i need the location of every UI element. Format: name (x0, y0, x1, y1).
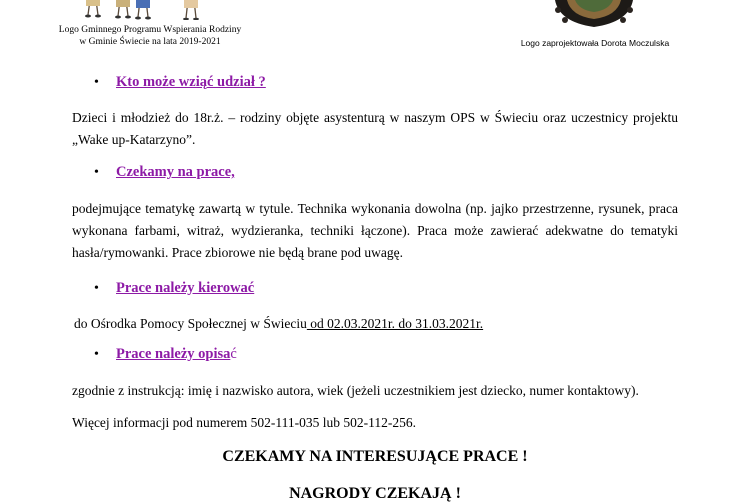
who-paragraph: Dzieci i młodzież do 18r.ż. – rodziny objęte asystenturą w naszym OPS w Świeciu oraz uczestnicy projektu „Wake up-Katarzyno”. (72, 110, 678, 147)
closing-line-2: NAGRODY CZEKAJĄ ! (289, 485, 461, 502)
bullet-icon: • (94, 347, 99, 362)
bullet-icon: • (94, 75, 99, 90)
describe-paragraph: zgodnie z instrukcją: imię i nazwisko autora, wiek (jeżeli uczestnikiem jest dziecko, numer kontaktowy). (72, 383, 639, 398)
contact-info: Więcej informacji pod numerem 502-111-035 lub 502-112-256. (72, 415, 416, 430)
closing-line-1: CZEKAMY NA INTERESUJĄCE PRACE ! (222, 448, 528, 465)
send-paragraph: do Ośrodka Pomocy Społecznej w Świeciu od 02.03.2021r. do 31.03.2021r. (74, 316, 484, 331)
section-heading-describe: • Prace należy opisa ć (94, 346, 237, 362)
bullet-icon: • (94, 165, 99, 180)
section-heading-send: • Prace należy kierować (94, 280, 255, 296)
section-heading-who: • Kto może wziąć udział ? (94, 74, 266, 90)
ops-logo (553, 0, 635, 28)
right-logo-caption: Logo zaprojektowała Dorota Moczulska (520, 38, 670, 48)
left-logo-caption: Logo Gminnego Programu Wspierania Rodziny w Gminie Świecie na lata 2019-2021 (58, 25, 242, 47)
bullet-icon: • (94, 281, 99, 296)
works-paragraph: podejmujące tematykę zawartą w tytule. Technika wykonania dowolna (np. jajko przestrzenne, rysunek, praca wykonana farbami, witraż, wydzieranka, techniki łączone). Praca może zawierać adekwatne do tematyki hasła/rymowanki. Prace zbiorowe nie będą brane pod uwagę. (72, 201, 678, 260)
family-program-logo (80, 0, 210, 20)
section-heading-works: • Czekamy na prace, (94, 164, 235, 180)
